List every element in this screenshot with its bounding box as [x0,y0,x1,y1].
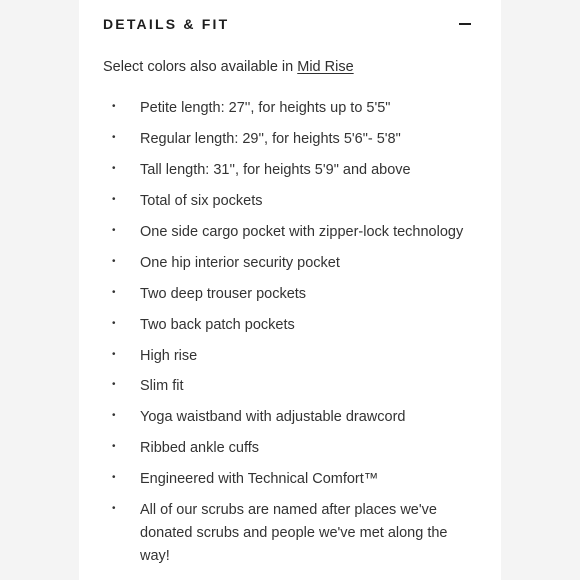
details-fit-header[interactable] [103,14,473,34]
feature-text: Petite length: 27'', for heights up to 5'5" [140,100,391,116]
bullet-icon: • [112,441,116,452]
feature-text: Engineered with Technical Comfort™ [140,471,379,487]
feature-text: Two deep trouser pockets [140,286,307,302]
feature-text: Tall length: 31'', for heights 5'9" and above [140,162,411,178]
minus-icon [459,23,471,25]
mid-rise-link[interactable]: Mid Rise [297,59,354,75]
bullet-icon: • [112,256,116,267]
bullet-icon: • [112,287,116,298]
bullet-icon: • [112,472,116,483]
bullet-icon: • [112,132,116,143]
bullet-icon: • [112,379,116,390]
feature-text: Total of six pockets [140,193,263,209]
feature-text: All of our scrubs are named after places we've donated scrubs and people we've met along the way! [140,502,448,564]
bullet-icon: • [112,194,116,205]
feature-text: Ribbed ankle cuffs [140,440,260,456]
feature-text: Two back patch pockets [140,317,295,333]
feature-text: Regular length: 29'', for heights 5'6"- 5'8" [140,131,401,147]
feature-text: One side cargo pocket with zipper-lock technology [140,224,464,240]
feature-text: High rise [140,348,198,364]
feature-text: Yoga waistband with adjustable drawcord [140,409,406,425]
intro-prefix: Select colors also available in [103,59,298,75]
bullet-icon: • [112,318,116,329]
feature-text: Slim fit [140,378,184,394]
bullet-icon: • [112,410,116,421]
bullet-icon: • [112,163,116,174]
feature-text: One hip interior security pocket [140,255,340,271]
bullet-icon: • [112,225,116,236]
bullet-icon: • [112,101,116,112]
bullet-icon: • [112,503,116,514]
intro-text [103,57,354,77]
collapse-button[interactable] [457,14,473,34]
bullet-icon: • [112,349,116,360]
section-title: DETAILS & FIT [103,16,230,32]
